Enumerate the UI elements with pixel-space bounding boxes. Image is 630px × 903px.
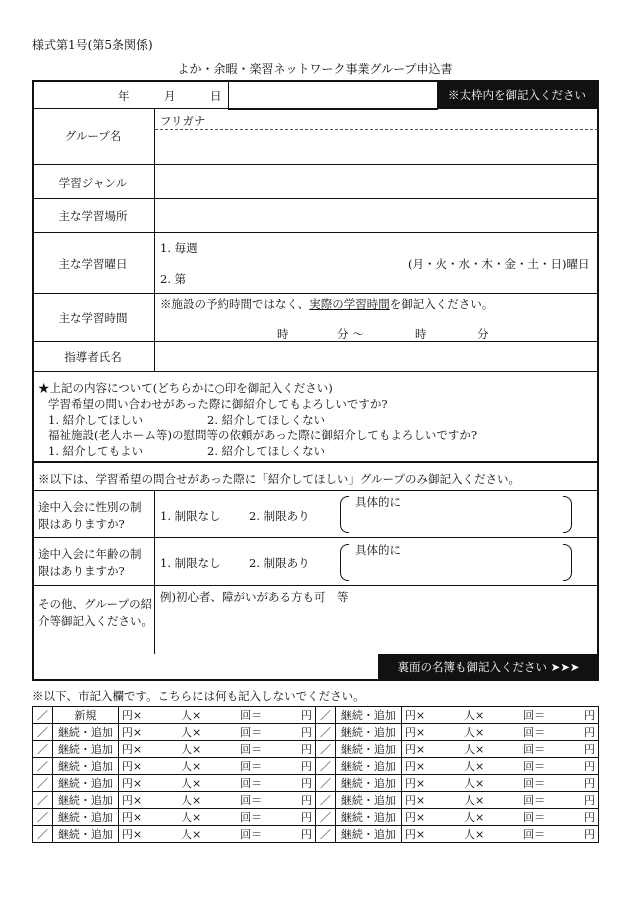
office-slash-cell: ／ (33, 741, 53, 758)
furigana-label: フリガナ (160, 114, 206, 128)
office-calc-cell (401, 809, 598, 826)
gender-option-restricted[interactable]: 2. 制限あり (249, 509, 310, 523)
form-number: 様式第1号(第5条関係) (32, 38, 153, 52)
office-slash-cell: ／ (315, 826, 335, 843)
time-start-minute[interactable]: 分 ～ (337, 327, 364, 341)
form-title: よか・余暇・楽習ネットワーク事業グループ申込書 (177, 62, 453, 76)
office-calc-yen: 円 (584, 743, 595, 756)
office-calc-yen-x: 円× (121, 828, 143, 841)
office-calc-cell (401, 741, 598, 758)
office-calc-yen: 円 (584, 709, 595, 722)
consent-q1-option-yes[interactable]: 1. 紹介してほしい (48, 413, 144, 427)
office-calc-yen-x: 円× (121, 777, 143, 790)
office-calc-yen-x: 円× (121, 811, 143, 824)
office-calc-yen-x: 円× (121, 743, 143, 756)
genre-label: 学習ジャンル (58, 176, 128, 190)
office-calc-times-eq: 回＝ (523, 709, 546, 722)
notice-banner: ※太枠内を御記入ください (437, 82, 597, 108)
age-specifically-field[interactable] (352, 558, 560, 578)
office-use-table (32, 706, 599, 843)
consent-question-1: 学習希望の問い合わせがあった際に御紹介してもよろしいですか? (48, 397, 388, 411)
office-type-cell: 継続・追加 (335, 775, 401, 792)
other-intro-field[interactable] (158, 606, 596, 652)
consent-q2-option-yes[interactable]: 1. 紹介してもよい (48, 444, 144, 458)
office-calc-person-x: 人× (181, 743, 202, 756)
time-label: 主な学習時間 (58, 311, 128, 325)
office-calc-cell (118, 809, 315, 826)
office-type-cell: 新規 (52, 707, 118, 724)
office-calc-yen-x: 円× (121, 709, 143, 722)
office-calc-person-x: 人× (181, 828, 202, 841)
office-calc-times-eq: 回＝ (240, 794, 263, 807)
office-type-cell: 継続・追加 (335, 758, 401, 775)
group-name-label: グループ名 (64, 129, 122, 143)
office-calc-yen: 円 (300, 794, 312, 807)
gender-specifically-field[interactable] (352, 510, 560, 530)
time-start-hour[interactable]: 時 (277, 327, 289, 341)
office-type-cell: 継続・追加 (335, 792, 401, 809)
office-calc-times-eq: 回＝ (523, 726, 546, 739)
weekdays-list[interactable]: (月・火・水・木・金・土・日)曜日 (408, 257, 590, 271)
office-type-cell: 継続・追加 (52, 809, 118, 826)
age-option-restricted[interactable]: 2. 制限あり (249, 556, 310, 570)
office-type-cell: 継続・追加 (335, 809, 401, 826)
office-slash-cell: ／ (33, 707, 53, 724)
day-label: 主な学習曜日 (58, 257, 128, 271)
office-calc-times-eq: 回＝ (523, 828, 546, 841)
time-note: ※施設の予約時間ではなく、実際の学習時間を御記入ください。 (160, 297, 494, 311)
age-bracket-right (563, 544, 572, 581)
office-calc-yen: 円 (584, 726, 595, 739)
office-calc-yen-x: 円× (404, 811, 426, 824)
office-slash-cell: ／ (315, 741, 335, 758)
office-slash-cell: ／ (315, 775, 335, 792)
office-table-row (33, 724, 599, 741)
office-type-cell: 継続・追加 (52, 775, 118, 792)
age-option-none[interactable]: 1. 制限なし (160, 556, 221, 570)
office-table-row (33, 707, 599, 724)
office-calc-yen: 円 (584, 777, 595, 790)
office-type-cell: 継続・追加 (335, 707, 401, 724)
office-calc-yen-x: 円× (404, 794, 426, 807)
office-calc-cell (401, 758, 598, 775)
office-calc-yen: 円 (300, 743, 312, 756)
office-table-row (33, 775, 599, 792)
office-slash-cell: ／ (315, 707, 335, 724)
instructor-label: 指導者氏名 (64, 350, 122, 364)
office-calc-cell (401, 826, 598, 843)
back-side-roster-banner: 裏面の名簿も御記入ください ➤➤➤ (378, 654, 599, 681)
office-calc-yen: 円 (584, 794, 595, 807)
place-label: 主な学習場所 (58, 209, 128, 223)
office-table-row (33, 758, 599, 775)
office-calc-times-eq: 回＝ (240, 777, 263, 790)
office-calc-cell (118, 741, 315, 758)
genre-field[interactable] (158, 166, 596, 196)
group-name-field[interactable] (158, 131, 596, 163)
office-calc-yen: 円 (584, 760, 595, 773)
intro-section-note: ※以下は、学習希望の問合せがあった際に「紹介してほしい」グループのみ御記入ください。 (38, 472, 520, 486)
office-calc-times-eq: 回＝ (523, 743, 546, 756)
office-calc-cell (118, 758, 315, 775)
gender-option-none[interactable]: 1. 制限なし (160, 509, 221, 523)
office-calc-yen-x: 円× (404, 760, 426, 773)
office-calc-yen: 円 (300, 760, 312, 773)
office-calc-person-x: 人× (464, 726, 485, 739)
office-calc-yen: 円 (300, 726, 312, 739)
office-calc-yen: 円 (300, 777, 312, 790)
other-intro-example: 例)初心者、障がいがある方も可 等 (160, 590, 349, 604)
consent-heading: ★上記の内容について(どちらかに○印を御記入ください) (38, 381, 333, 395)
day-option-nth[interactable]: 2. 第 (160, 272, 187, 286)
office-calc-times-eq: 回＝ (240, 743, 263, 756)
office-calc-person-x: 人× (181, 709, 202, 722)
office-calc-person-x: 人× (181, 794, 202, 807)
office-type-cell: 継続・追加 (335, 826, 401, 843)
office-slash-cell: ／ (33, 775, 53, 792)
office-calc-cell (118, 826, 315, 843)
office-calc-times-eq: 回＝ (240, 726, 263, 739)
office-table-row (33, 826, 599, 843)
gender-specifically-label: 具体的に (355, 495, 401, 509)
office-calc-times-eq: 回＝ (523, 760, 546, 773)
office-calc-times-eq: 回＝ (240, 828, 263, 841)
office-calc-person-x: 人× (464, 777, 485, 790)
office-calc-cell (401, 707, 598, 724)
date-year-label: 年 (118, 89, 130, 103)
office-table-row (33, 792, 599, 809)
other-intro-label: その他、グループの紹介等御記入ください。 (38, 597, 153, 628)
office-calc-cell (118, 792, 315, 809)
office-type-cell: 継続・追加 (335, 724, 401, 741)
office-calc-yen-x: 円× (404, 777, 426, 790)
time-end-hour[interactable]: 時 (415, 327, 427, 341)
office-slash-cell: ／ (33, 809, 53, 826)
office-calc-person-x: 人× (464, 760, 485, 773)
gender-bracket-right (563, 496, 572, 533)
office-calc-cell (401, 775, 598, 792)
office-calc-yen: 円 (300, 828, 312, 841)
office-calc-person-x: 人× (181, 726, 202, 739)
office-calc-person-x: 人× (181, 760, 202, 773)
office-calc-cell (118, 775, 315, 792)
office-calc-yen: 円 (300, 709, 312, 722)
office-calc-times-eq: 回＝ (240, 760, 263, 773)
date-day-label: 日 (210, 89, 222, 103)
office-slash-cell: ／ (33, 826, 53, 843)
office-calc-person-x: 人× (464, 794, 485, 807)
office-calc-cell (401, 724, 598, 741)
office-table-row (33, 741, 599, 758)
time-end-minute[interactable]: 分 (477, 327, 489, 341)
date-month-label: 月 (164, 89, 176, 103)
office-calc-cell (118, 707, 315, 724)
office-slash-cell: ／ (33, 724, 53, 741)
office-calc-times-eq: 回＝ (240, 709, 263, 722)
office-calc-cell (401, 792, 598, 809)
office-table-row (33, 809, 599, 826)
office-type-cell: 継続・追加 (52, 724, 118, 741)
office-calc-person-x: 人× (181, 777, 202, 790)
office-slash-cell: ／ (315, 809, 335, 826)
place-field[interactable] (158, 200, 596, 230)
office-type-cell: 継続・追加 (52, 741, 118, 758)
office-use-note: ※以下、市記入欄です。こちらには何も記入しないでください。 (32, 689, 365, 703)
office-calc-times-eq: 回＝ (523, 811, 546, 824)
age-bracket-left (340, 544, 349, 581)
office-slash-cell: ／ (315, 758, 335, 775)
office-calc-person-x: 人× (464, 828, 485, 841)
office-calc-times-eq: 回＝ (523, 777, 546, 790)
consent-question-2: 福祉施設(老人ホーム等)の慰問等の依頼があった際に御紹介してもよろしいですか? (48, 428, 478, 442)
office-slash-cell: ／ (315, 724, 335, 741)
office-calc-person-x: 人× (464, 709, 485, 722)
office-calc-person-x: 人× (464, 811, 485, 824)
office-calc-times-eq: 回＝ (240, 811, 263, 824)
consent-q1-option-no[interactable]: 2. 紹介してほしくない (207, 413, 326, 427)
office-type-cell: 継続・追加 (52, 792, 118, 809)
office-calc-yen-x: 円× (121, 794, 143, 807)
office-calc-yen-x: 円× (121, 726, 143, 739)
office-calc-yen: 円 (300, 811, 312, 824)
office-calc-yen-x: 円× (404, 709, 426, 722)
office-type-cell: 継続・追加 (52, 826, 118, 843)
office-slash-cell: ／ (33, 758, 53, 775)
office-calc-person-x: 人× (464, 743, 485, 756)
age-specifically-label: 具体的に (355, 543, 401, 557)
office-type-cell: 継続・追加 (52, 758, 118, 775)
office-calc-yen: 円 (584, 811, 595, 824)
office-calc-yen-x: 円× (404, 828, 426, 841)
office-calc-yen-x: 円× (121, 760, 143, 773)
age-restriction-label: 途中入会に年齢の制限はありますか? (38, 547, 142, 578)
office-calc-yen-x: 円× (404, 726, 426, 739)
gender-restriction-label: 途中入会に性別の制限はありますか? (38, 500, 142, 531)
instructor-field[interactable] (158, 343, 596, 370)
gender-bracket-left (340, 496, 349, 533)
office-calc-person-x: 人× (181, 811, 202, 824)
office-type-cell: 継続・追加 (335, 741, 401, 758)
office-slash-cell: ／ (315, 792, 335, 809)
day-option-weekly[interactable]: 1. 毎週 (160, 241, 198, 255)
office-calc-yen: 円 (584, 828, 595, 841)
office-calc-cell (118, 724, 315, 741)
consent-q2-option-no[interactable]: 2. 紹介してほしくない (207, 444, 326, 458)
office-calc-yen-x: 円× (404, 743, 426, 756)
office-slash-cell: ／ (33, 792, 53, 809)
office-calc-times-eq: 回＝ (523, 794, 546, 807)
